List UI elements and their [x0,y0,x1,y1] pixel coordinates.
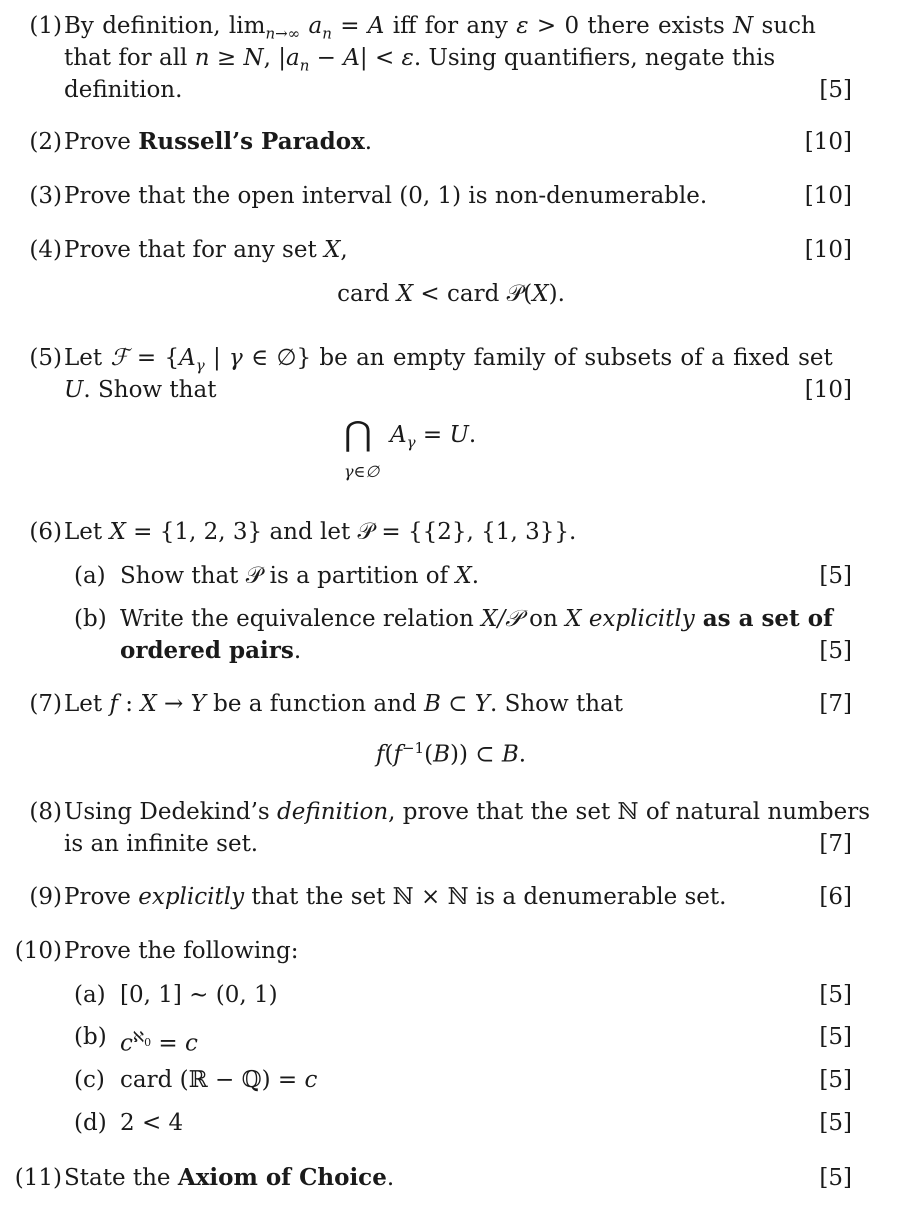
question-text: Let ℱ = {$A_\gamma$ | γ ∈ ∅} be an empty family of subsets of a fixed set [64,345,833,375]
question-number: (2) [29,129,62,155]
marks: [5] [819,77,852,103]
question-number: (8) [29,799,62,825]
question-text: Prove explicitly that the set ℕ × ℕ is a denumerable set. [64,884,727,910]
marks: [7] [819,691,852,717]
marks: [10] [804,377,852,403]
marks: [5] [819,1165,852,1191]
marks: [5] [819,638,852,664]
question-number: (6) [29,519,62,545]
marks: [6] [819,884,852,910]
question-text: Prove the following: [64,938,299,964]
question-number: (3) [29,183,62,209]
question-number: (11) [14,1165,62,1191]
question-number: (1) [29,13,62,39]
display-equation: card X < card 𝒫(X). [337,281,565,307]
question-number: (9) [29,884,62,910]
marks: [7] [819,831,852,857]
question-number: (10) [14,938,62,964]
marks: [5] [819,563,852,589]
question-number: (5) [29,345,62,371]
question-text: Prove Russell’s Paradox. [64,128,373,155]
marks: [10] [804,183,852,209]
question-text: Let f : X → Y be a function and B ⊂ Y. Show that [64,691,624,717]
marks: [5] [819,1110,852,1136]
display-equation: $f(f^{-1}(B))$ ⊂ B. [375,739,527,768]
marks: [5] [819,982,852,1008]
question-text: Prove that for any set X, [64,237,348,263]
question-text: State the Axiom of Choice. [64,1164,395,1191]
question-text: is an infinite set. [64,831,259,857]
question-text: Let X = {1, 2, 3} and let 𝒫 = {{2}, {1, 3}}. [64,519,577,545]
marks: [10] [804,237,852,263]
question-number: (7) [29,691,62,717]
exam-page: (1) By definition, $\lim_{n\to\infty} a_n = A$ iff for any ε > 0 there exists N such that for all n ≥ N, $|a_n - A| < \varepsilon$. Using quantifiers, negate this definition. [5] (2) Prove Russell’s Paradox. [10] (3) Prove that the open interval (0, 1) is non-denumerable. [10] (4) Prove that for any set X, [10] card X < card 𝒫(X). (5) Let ℱ = {$A_\gamma$ | γ ∈ ∅} be an empty family of subsets of a fixed set U. Show that [10] ⋂ $A_\gamma = U$. γ∈∅ (6) Let X = {1, 2, 3} and let 𝒫 = {{2}, {1, 3}}. (a) Show that 𝒫 is a partition of X. [5] (b) Write the equivalence relation X/𝒫 on X explicitly as a set of ordered pairs. [5] (7) Let f : X → Y be a function and B ⊂ Y. Show that [7] $f(f^{-1}(B))$ ⊂ B. (8) Using Dedekind’s definition, prove that the set ℕ of natural numbers is an infinite set. [7] (9) Prove explicitly that the set ℕ × ℕ is a denumerable set. [6] (10) Prove the following: (a) [0, 1] ∼ (0, 1) [5] (b) $c^{ℵ_0} = c$ [5] (c) card (ℝ − ℚ) = c [5] (d) 2 < 4 [5] (11) State the Axiom of Choice. [5] [0,0,902,1230]
question-text: Prove that the open interval (0, 1) is non-denumerable. [64,183,708,209]
marks: [5] [819,1024,852,1050]
question-text: definition. [64,77,183,103]
question-text: Using Dedekind’s definition, prove that the set ℕ of natural numbers [64,799,871,825]
question-text: that for all n ≥ N, $|a_n - A| < \varepsilon$. Using quantifiers, negate this [64,45,776,75]
question-text: By definition, $\lim_{n\to\infty} a_n = A$ iff for any ε > 0 there exists N such [64,13,816,43]
question-text: U. Show that [64,377,217,403]
marks: [5] [819,1067,852,1093]
marks: [10] [804,129,852,155]
question-number: (4) [29,237,62,263]
display-equation: ⋂ $A_\gamma = U$. γ∈∅ [344,414,477,481]
